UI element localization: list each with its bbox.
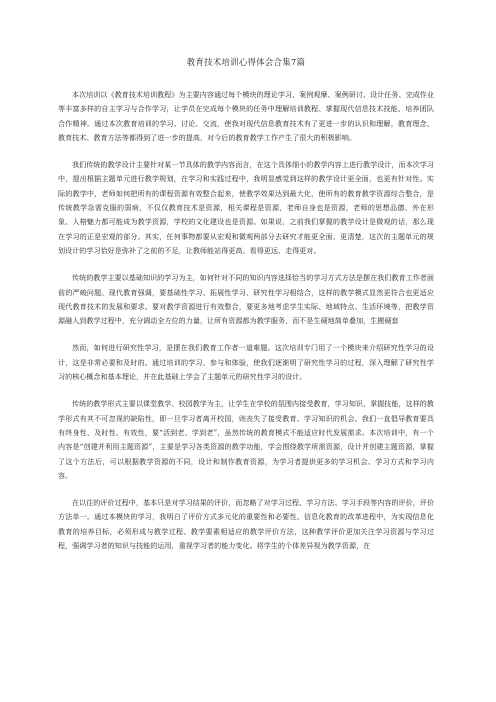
document-title: 教育技术培训心得体会合集7篇	[186, 57, 306, 67]
paragraph-6: 在以往的评价过程中，基本只是对学习结果的评价，而忽略了对学习过程、学习方法、学习手段等内容的评价，评价方法单一。通过本模块的学习，我明白了评价方式多元化的重要性和必要性。信息化教育的改革进程中，为实现信息化教育的培养目标，必须形成与教学过程、教学要素相适应的教学评价方法，这种教学评价更加关注学习资源与学习过程，强调学习者的知识与技能的运用，重视学习者的能力变化。将学生的个体差异视为教学资源，在	[58, 498, 434, 551]
document-page	[58, 56, 434, 566]
paragraph-5: 传统的教学形式主要以课堂教学、校园教学为主，让学生在学校的氛围内接受教育，学习知识、掌握技能，这样的教学形式有其不可忽视的缺陷性，即一旦学习者离开校园，则丧失了接受教育、学习知识的机会。我们一直倡导教育要具有终身性、及时性、有效性，要“活到老、学到老”，虽然传统的教育模式不能适应时代发展需求。本次培训中，有一个内容是“创建并利用主题资源”，主要是学习各类资源的教学功能，学会围绕教学所需资源，设计并创建主题资源，掌握了这个方法后，可以根据教学资源的不同，设计和制作教育资源，为学习者提供更多的学习机会、学习方式和学习内容。	[58, 399, 434, 480]
paragraph-4: 然而，如何进行研究性学习，是摆在我们教育工作者一道难题。这次培训专门用了一个模块来介绍研究性学习的设计，这是非常必要和及时的。通过培训的学习、参与和体验，使我们逐渐明了研究性学习的过程，深入理解了研究性学习的核心概念和基本理论，并在此基础上学会了主题单元的研究性学习的设计。	[58, 343, 434, 382]
paragraph-1: 本次培训以《教育技术培训教程》为主要内容通过每个模块的理论学习、案例观摩、案例研讨、设计任务、完成作业等丰富多样的自主学习与合作学习，让学员在完成每个模块的任务中理解培训教程、掌握现代信息技术技能、培养团队合作精神。通过本次教育培训的学习、讨论、交流，使我对现代信息教育技术有了更进一步的认识和理解，教育理念、教育技术、教育方法等都得到了进一步的提高，对今后的教育教学工作产生了很大的积极影响。	[58, 90, 434, 142]
paragraph-2: 我们传统的教学设计主要针对某一节具体的教学内容而言，在这个具体细小的教学内容上进行教学设计，而本次学习中，提出根据主题单元进行教学规划，在学习和实践过程中，我明显感觉到这样的教学设计更全面，也更有针对性。实际的教学中，老师如何把所有的课程资源有效整合起来，使教学效果达到最大化，使所有的教育教学资源综合整合，是传统教学急需克服的弱病，不仅仅教育技术是资源，相关课程是资源，老师自身也是资源，老师的思想品德、外在形象、人格魅力都可能成为教学资源，学校的文化建设也是资源。如果说，之前我们掌握的教学设计是微观的话，那么现在学习的正是宏观的部分。其实，任何事物都要从宏观和微观两部分去研究才能更全面、更清楚，这次的主题单元的规划设计的学习恰好是弥补了之前的不足，让教师能站得更高、看得更远、走得更对。	[58, 160, 434, 255]
paragraph-3: 传统的教学主要以基础知识的学习为主，如何针对不同的知识内容选择恰当的学习方式方法是摆在我们教育工作者面前的严峻问题。现代教育强调，要基础性学习、拓展性学习、研究性学习相结合，这样的教学模式显然更符合也更适应现代教育技术的发展和要求。要对教学资源进行有效整合，要更多地考虑学生实际、地域特点、生活环境等，把教学资源融入到教学过程中，充分调动全方位的力量，让所有资源都为教学服务，而不是生硬地简单叠加，生搬硬套	[58, 273, 434, 326]
